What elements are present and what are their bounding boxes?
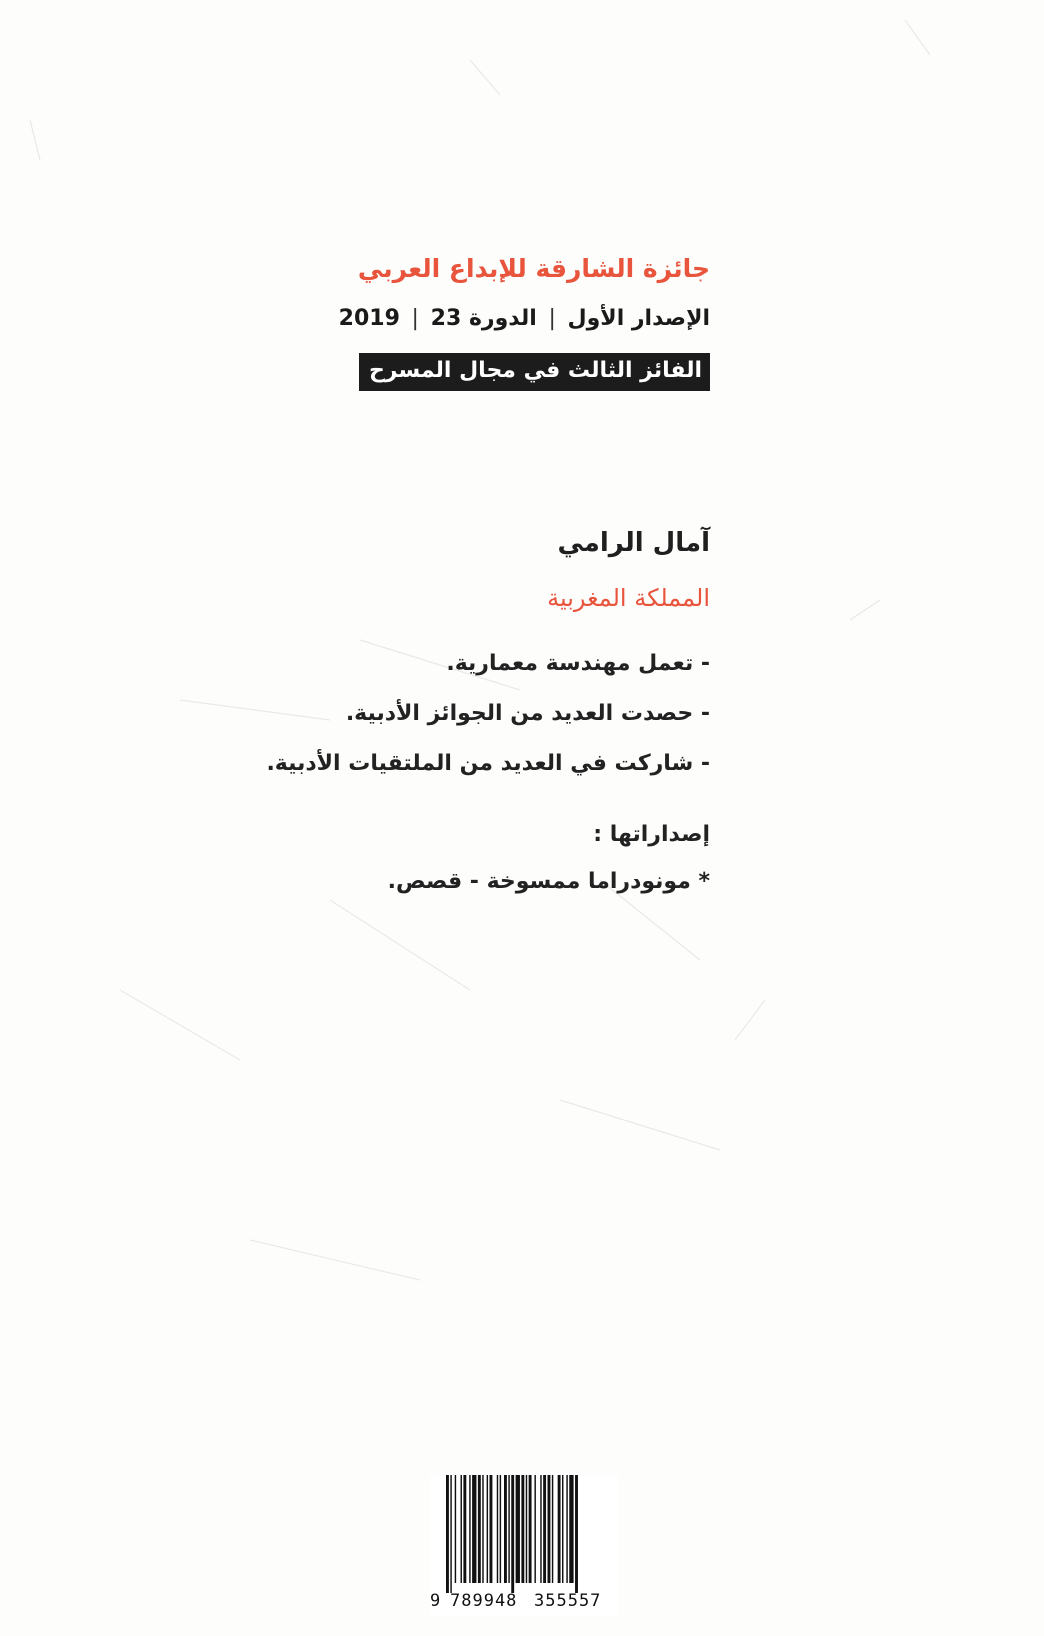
barcode-bar: [566, 1475, 567, 1583]
barcode-bar: [543, 1475, 546, 1583]
barcode-bar: [504, 1475, 507, 1583]
barcode-bar: [558, 1475, 561, 1583]
author-name: آمال الرامي: [557, 528, 710, 558]
barcode-bar: [490, 1475, 493, 1583]
barcode-bar: [508, 1475, 509, 1583]
edition-separator-2: |: [411, 306, 419, 331]
barcode-digits: [430, 1591, 618, 1615]
bio-item: - تعمل مهندسة معمارية.: [446, 651, 710, 676]
bio-item: - حصدت العديد من الجوائز الأدبية.: [345, 701, 710, 726]
barcode-bar: [552, 1475, 553, 1583]
author-country: المملكة المغربية: [547, 584, 710, 612]
barcode-left-group: 789948: [450, 1591, 518, 1611]
barcode-bar: [482, 1475, 483, 1583]
edition-first-release: الإصدار الأول: [567, 306, 710, 331]
edition-session-number: 23: [430, 306, 462, 331]
barcode-bar: [569, 1475, 573, 1583]
barcode-bar: [540, 1475, 541, 1583]
barcode-bar: [446, 1475, 449, 1593]
winner-badge: الفائز الثالث في مجال المسرح: [359, 353, 710, 391]
barcode-bar: [534, 1475, 535, 1583]
barcode-bar: [500, 1475, 501, 1583]
edition-separator: |: [548, 306, 556, 331]
winner-badge-wrap: [250, 353, 710, 391]
works-heading: إصداراتها :: [593, 822, 710, 847]
edition-session-label: الدورة: [468, 306, 537, 331]
barcode-bar: [575, 1475, 578, 1593]
barcode-lead-digit: 9: [430, 1591, 441, 1611]
isbn-barcode: [430, 1475, 618, 1617]
barcode-bar: [562, 1475, 563, 1583]
barcode-bar: [516, 1475, 520, 1583]
barcode-bar: [450, 1475, 451, 1593]
barcode-bar: [511, 1475, 514, 1593]
barcode-bar: [478, 1475, 481, 1583]
author-bio-list: [190, 647, 710, 797]
barcode-bar: [529, 1475, 532, 1583]
edition-line: [250, 306, 710, 331]
barcode-bar: [461, 1475, 462, 1583]
award-title: جائزة الشارقة للإبداع العربي: [357, 254, 710, 283]
barcode-bar: [455, 1475, 456, 1583]
barcode-bar: [548, 1475, 551, 1583]
barcode-bar: [469, 1475, 470, 1583]
barcode-bars: [430, 1475, 618, 1593]
works-item: * مونودراما ممسوخة - قصص.: [387, 869, 710, 894]
barcode-right-group: 355557: [534, 1591, 602, 1611]
barcode-bar: [472, 1475, 476, 1583]
edition-year: 2019: [338, 306, 400, 331]
barcode-bar: [521, 1475, 524, 1583]
barcode-bar: [463, 1475, 466, 1583]
barcode-bar: [497, 1475, 498, 1583]
barcode-bar: [487, 1475, 488, 1583]
bio-item: - شاركت في العديد من الملتقيات الأدبية.: [266, 751, 710, 776]
barcode-bar: [526, 1475, 527, 1583]
